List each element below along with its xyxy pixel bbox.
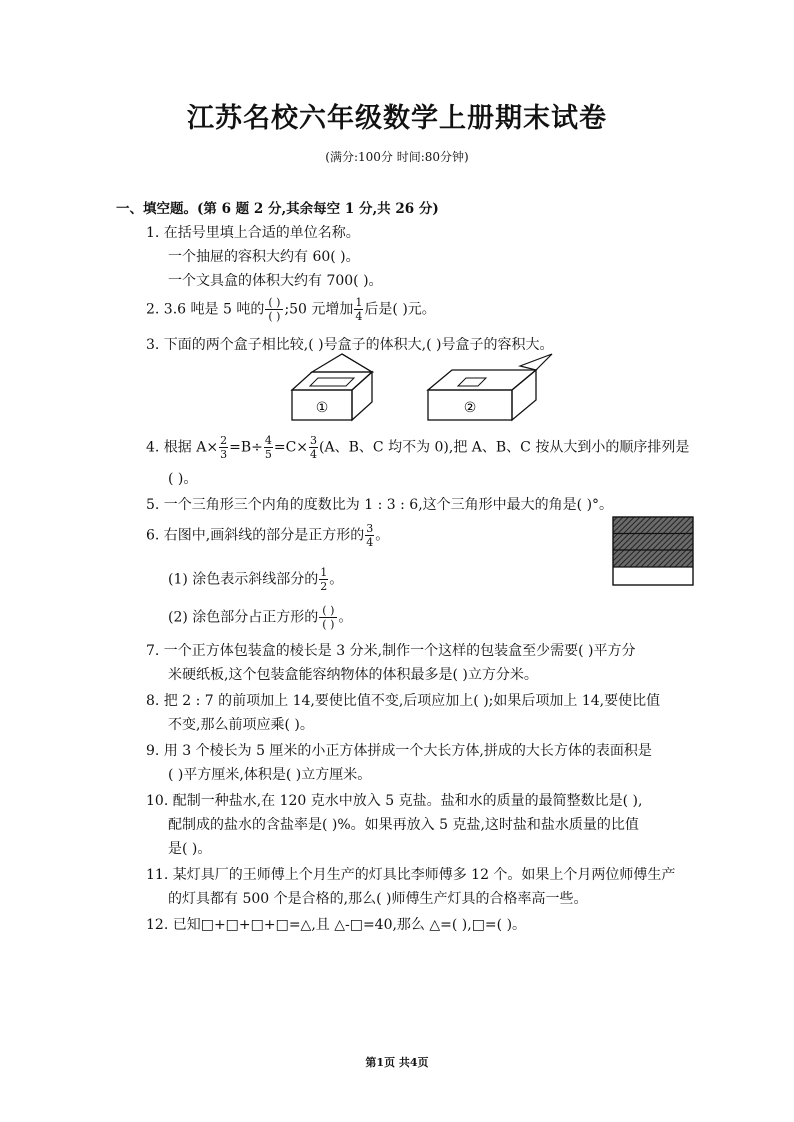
- question-10-line-1: 10. 配制一种盐水,在 120 克水中放入 5 克盐。盐和水的质量的最简整数比是( ),: [146, 793, 643, 809]
- question-9-line-2: ( )平方厘米,体积是( )立方厘米。: [168, 767, 372, 783]
- fraction-one-half: $\frac{1}{2}$: [320, 566, 328, 593]
- question-10-line-3: 是( )。: [168, 841, 212, 857]
- question-2: 2. 3.6 吨是 5 吨的 $\frac{( )}{( )}$ ;50 元增加 $\frac{1}{4}$ 后是( )元。: [146, 296, 436, 323]
- question-7-line-1: 7. 一个正方体包装盒的棱长是 3 分米,制作一个这样的包装盒至少需要( )平方分: [146, 643, 636, 659]
- question-11-line-1: 11. 某灯具厂的王师傅上个月生产的灯具比李师傅多 12 个。如果上个月两位师傅生产: [146, 867, 676, 883]
- question-6-part-1: (1) 涂色表示斜线部分的 $\frac{1}{2}$ 。: [168, 566, 344, 593]
- question-11-line-2: 的灯具都有 500 个是合格的,那么( )师傅生产灯具的合格率高一些。: [168, 891, 588, 907]
- box-2-figure: [424, 352, 564, 424]
- question-6-part-2: (2) 涂色部分占正方形的 $\frac{( )}{( )}$ 。: [168, 604, 353, 631]
- question-1-stem: 1. 在括号里填上合适的单位名称。: [146, 225, 360, 241]
- question-4-line-1: 4. 根据 A× $\frac{2}{3}$ =B÷ $\frac{4}{5}$ =C× $\frac{3}{4}$ (A、B、C 均不为 0),把 A、B、C 按从大到小的顺序排列是: [146, 434, 690, 461]
- question-1-item-b: 一个文具盒的体积大约有 700( )。: [168, 273, 383, 289]
- section-heading-fill-blank: 一、填空题。(第 6 题 2 分,其余每空 1 分,共 26 分): [116, 201, 439, 217]
- fraction-one-quarter: $\frac{1}{4}$: [355, 296, 363, 323]
- question-9-line-1: 9. 用 3 个棱长为 5 厘米的小正方体拼成一个大长方体,拼成的大长方体的表面积是: [146, 743, 652, 759]
- fraction-blank: $\frac{( )}{( )}$: [265, 296, 283, 323]
- fraction-blank: $\frac{( )}{( )}$: [319, 604, 337, 631]
- question-5: 5. 一个三角形三个内角的度数比为 1 : 3 : 6,这个三角形中最大的角是( )°。: [146, 497, 614, 513]
- box-1-label: ①: [315, 400, 329, 416]
- box-1-figure: [286, 352, 446, 424]
- fraction-two-thirds: $\frac{2}{3}$: [220, 434, 228, 461]
- question-3-stem: 3. 下面的两个盒子相比较,( )号盒子的体积大,( )号盒子的容积大。: [146, 337, 554, 353]
- hatched-square-figure: [612, 516, 694, 586]
- page-title: 江苏名校六年级数学上册期末试卷: [187, 103, 607, 134]
- question-12: 12. 已知□+□+□+□=△,且 △-□=40,那么 △=( ),□=( )。: [146, 917, 527, 933]
- fraction-four-fifths: $\frac{4}{5}$: [264, 434, 272, 461]
- question-1-item-a: 一个抽屉的容积大约有 60( )。: [168, 249, 360, 265]
- question-8-line-2: 不变,那么前项应乘( )。: [168, 717, 314, 733]
- fraction-three-quarters: $\frac{3}{4}$: [310, 434, 318, 461]
- question-10-line-2: 配制成的盐水的含盐率是( )%。如果再放入 5 克盐,这时盐和盐水质量的比值: [168, 817, 639, 833]
- box-2-label: ②: [463, 400, 477, 416]
- question-7-line-2: 米硬纸板,这个包装盒能容纳物体的体积最多是( )立方分米。: [168, 667, 538, 683]
- page-number: 第1页 共4页: [365, 1056, 429, 1069]
- question-8-line-1: 8. 把 2 : 7 的前项加上 14,要使比值不变,后项应加上( );如果后项加上 14,要使比值: [146, 693, 661, 709]
- question-4-line-2: ( )。: [168, 471, 198, 487]
- exam-info: (满分:100分 时间:80分钟): [325, 150, 469, 164]
- question-6-stem: 6. 右图中,画斜线的部分是正方形的 $\frac{3}{4}$ 。: [146, 522, 390, 549]
- fraction-three-quarters: $\frac{3}{4}$: [366, 522, 374, 549]
